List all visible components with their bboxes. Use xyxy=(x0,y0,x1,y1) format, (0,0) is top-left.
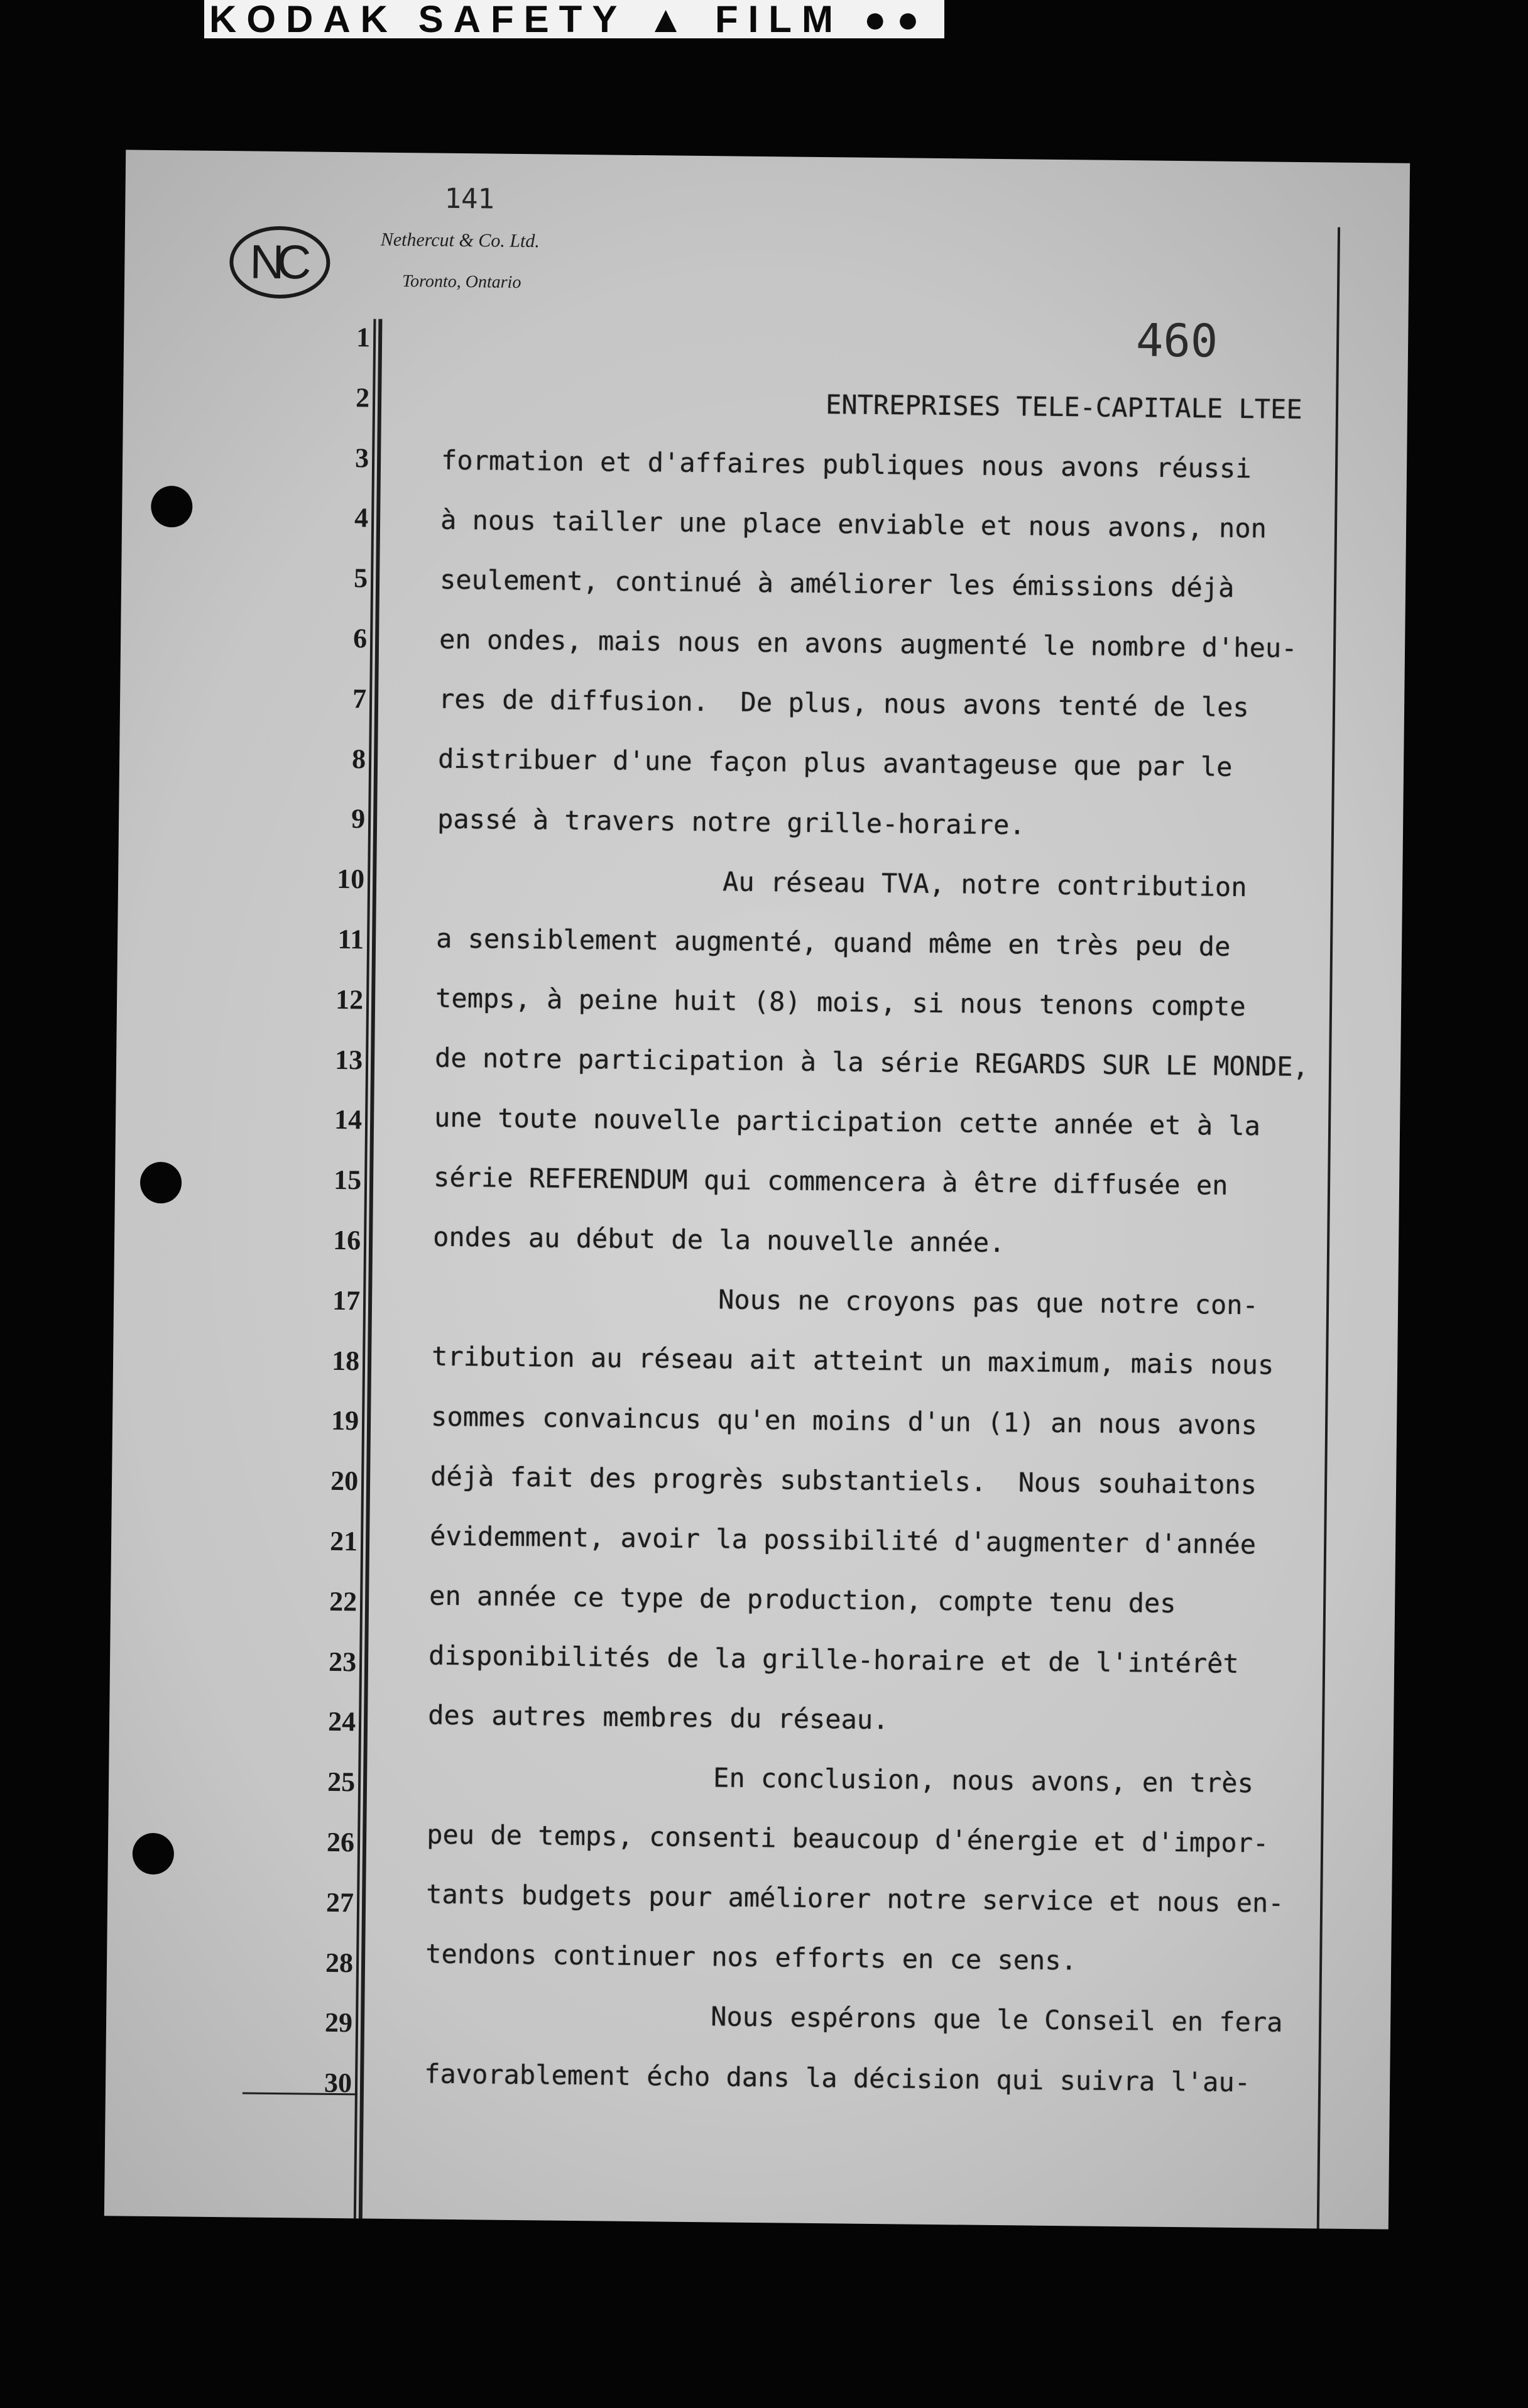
line-number: 4 xyxy=(354,502,369,534)
transcript-line: distribuer d'une façon plus avantageuse que par le xyxy=(437,743,1233,783)
transcript-line: évidemment, avoir la possibilité d'augmenter d'année xyxy=(429,1520,1257,1560)
transcript-line: formation et d'affaires publiques nous avons réussi xyxy=(440,444,1252,484)
line-number: 15 xyxy=(333,1164,362,1196)
line-number: 11 xyxy=(337,923,364,955)
line-number: 8 xyxy=(351,743,366,775)
transcript-page xyxy=(104,150,1410,2229)
line-number: 29 xyxy=(324,2007,353,2039)
transcript-line: tendons continuer nos efforts en ce sens. xyxy=(425,1938,1078,1976)
line-number: 12 xyxy=(335,983,364,1015)
transcript-line: favorablement écho dans la décision qui suivra l'au- xyxy=(423,2058,1251,2098)
transcript-line: ondes au début de la nouvelle année. xyxy=(432,1221,1005,1259)
line-number-column xyxy=(106,305,371,2113)
line-number: 27 xyxy=(325,1886,354,1918)
firm-name: Nethercut & Co. Ltd. xyxy=(380,229,540,252)
line-number: 13 xyxy=(334,1044,363,1075)
line-number: 21 xyxy=(329,1525,358,1557)
transcript-line: temps, à peine huit (8) mois, si nous tenons compte xyxy=(435,982,1246,1022)
transcript-line: une toute nouvelle participation cette année et à la xyxy=(434,1102,1261,1142)
line-number: 2 xyxy=(355,382,370,413)
transcript-line: série REFERENDUM qui commencera à être diffusée en xyxy=(433,1161,1228,1201)
transcript-line: seulement, continué à améliorer les émissions déjà xyxy=(439,564,1235,604)
transcript-line: disponibilités de la grille-horaire et de l'intérêt xyxy=(428,1639,1239,1679)
transcript-line: déjà fait des progrès substantiels. Nous souhaitons xyxy=(430,1460,1257,1500)
transcript-line: en ondes, mais nous en avons augmenté le nombre d'heu- xyxy=(439,623,1297,664)
transcript-page-number: 460 xyxy=(1135,314,1218,368)
line-number: 17 xyxy=(332,1284,361,1316)
line-number: 10 xyxy=(336,863,365,895)
transcript-line: en année ce type de production, compte tenu des xyxy=(428,1580,1176,1619)
transcript-body xyxy=(424,430,1328,2113)
line-number: 18 xyxy=(331,1345,360,1376)
line-number: 26 xyxy=(326,1826,355,1858)
transcript-line: tants budgets pour améliorer notre service et nous en- xyxy=(425,1878,1284,1919)
transcript-line: Au réseau TVA, notre contribution xyxy=(722,866,1247,902)
line-number: 5 xyxy=(353,562,368,594)
line-number: 7 xyxy=(352,682,367,714)
transcript-line: sommes convaincus qu'en moins d'un (1) an nous avons xyxy=(430,1401,1258,1440)
sheet-number: 141 xyxy=(444,182,495,216)
film-edge-label: KODAK SAFETY ▲ FILM ●● xyxy=(204,0,944,38)
line-number: 23 xyxy=(328,1646,357,1677)
transcript-line: Nous espérons que le Conseil en fera xyxy=(710,2001,1283,2039)
transcript-line: à nous tailler une place enviable et nous avons, non xyxy=(440,504,1267,544)
line-number: 28 xyxy=(325,1947,354,1978)
transcript-line: peu de temps, consenti beaucoup d'énergie et d'impor- xyxy=(426,1819,1269,1859)
firm-logo-text: NC xyxy=(249,234,304,289)
transcript-line: a sensiblement augmenté, quand même en très peu de xyxy=(435,922,1231,962)
line-number: 30 xyxy=(324,2067,352,2099)
transcript-line: passé à travers notre grille-horaire. xyxy=(437,803,1025,840)
line-number: 6 xyxy=(352,623,368,654)
transcript-line: de notre participation à la série REGARDS SUR LE MONDE, xyxy=(434,1042,1309,1083)
firm-city: Toronto, Ontario xyxy=(401,271,521,292)
firm-logo xyxy=(229,226,330,299)
transcript-line: Nous ne croyons pas que notre con- xyxy=(718,1284,1259,1321)
transcript-line: tribution au réseau ait atteint un maximum, mais nous xyxy=(431,1340,1274,1381)
line-number: 25 xyxy=(327,1766,356,1798)
line-number: 20 xyxy=(330,1465,359,1497)
speaker-heading: ENTREPRISES TELE-CAPITALE LTEE xyxy=(825,389,1302,425)
line-number: 3 xyxy=(354,442,369,474)
line-number: 22 xyxy=(329,1585,357,1617)
transcript-line: des autres membres du réseau. xyxy=(427,1699,889,1736)
line-number: 19 xyxy=(330,1405,359,1437)
line-number: 24 xyxy=(327,1706,356,1738)
transcript-line: En conclusion, nous avons, en très xyxy=(712,1762,1254,1799)
line-number: 16 xyxy=(332,1224,361,1256)
transcript-line: res de diffusion. De plus, nous avons tenté de les xyxy=(438,684,1249,723)
line-number: 1 xyxy=(356,322,371,353)
line-number: 9 xyxy=(351,803,366,835)
line-number: 14 xyxy=(334,1104,363,1136)
